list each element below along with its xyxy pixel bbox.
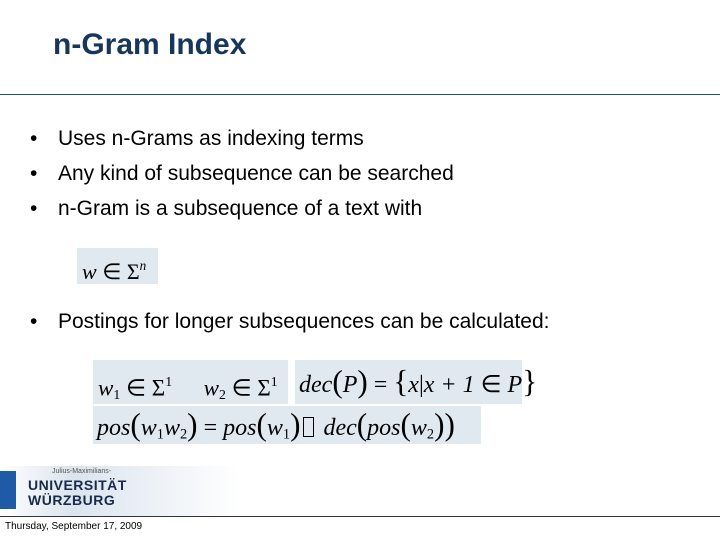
formula-exponent: n	[139, 258, 147, 273]
formula-function: dec	[323, 415, 357, 441]
bullet-text: n-Gram is a subsequence of a text with	[58, 197, 423, 220]
bullet-text: Uses n-Grams as indexing terms	[58, 127, 364, 150]
formula-subscript: 1	[282, 426, 291, 443]
formula-var: w	[266, 415, 283, 441]
logo-blue-bar	[0, 471, 16, 509]
bullet-glyph: •	[30, 127, 38, 150]
formula-subscript: 1	[113, 387, 121, 403]
element-of-symbol: ∈	[231, 375, 252, 401]
bullet-item-1	[30, 126, 364, 152]
formula-var: P	[342, 372, 358, 398]
footer-date: Thursday, September 17, 2009	[5, 521, 143, 532]
such-that-bar: |	[418, 372, 424, 398]
formula-subscript: 1	[156, 426, 164, 443]
element-of-symbol: ∈	[126, 375, 147, 401]
formula-var: w	[203, 375, 219, 401]
bullet-item-3	[30, 196, 422, 222]
formula-dec: dec(P) = {x|x + 1 ∈ P}	[295, 360, 522, 404]
formula-condition: x + 1	[423, 372, 475, 398]
formula-exponent: 1	[270, 374, 278, 389]
bullet-glyph: •	[30, 162, 38, 185]
bullet-item-2	[30, 161, 454, 187]
missing-glyph-icon	[303, 417, 314, 437]
formula-function: pos	[223, 415, 257, 441]
bullet-glyph: •	[30, 310, 38, 333]
element-of-symbol: ∈	[102, 259, 122, 285]
formula-var: w	[98, 375, 114, 401]
title-divider	[0, 94, 720, 95]
bullet-text: Any kind of subsequence can be searched	[58, 162, 454, 185]
logo-line-2: WÜRZBURG	[28, 492, 116, 508]
element-of-symbol: ∈	[480, 372, 502, 398]
university-logo	[0, 466, 240, 516]
formula-exponent: 1	[165, 374, 173, 389]
formula-var: P	[507, 372, 523, 398]
formula-var: w	[82, 259, 97, 285]
formula-var: w	[163, 415, 180, 441]
equals-symbol: =	[203, 415, 218, 441]
formula-subscript: 2	[179, 426, 188, 443]
sigma-symbol: Σ	[126, 259, 140, 285]
formula-function: dec	[299, 372, 333, 398]
formula-subscript: 2	[218, 387, 226, 403]
bullet-item-4	[30, 309, 549, 335]
sigma-symbol: Σ	[257, 375, 271, 401]
bullet-glyph: •	[30, 197, 38, 220]
formula-var: w	[410, 415, 427, 441]
formula-var: w	[140, 415, 157, 441]
footer-divider	[0, 516, 720, 517]
formula-pos: $pos(w_1w_2) = pos(w_1)$ $dec(pos(w_2))$	[93, 406, 481, 444]
equals-symbol: =	[373, 372, 388, 398]
formula-function: pos	[97, 415, 131, 441]
bullet-text: Postings for longer subsequences can be calculated:	[58, 310, 550, 333]
logo-subtitle: Julius-Maximilians-	[52, 468, 112, 475]
slide-title: n-Gram Index	[53, 28, 247, 61]
logo-line-1: UNIVERSITÄT	[28, 477, 127, 493]
formula-subscript: 2	[426, 426, 435, 443]
sigma-symbol: Σ	[151, 375, 166, 401]
formula-w1-w2	[93, 360, 288, 404]
formula-var: x	[408, 372, 419, 398]
formula-function: pos	[367, 415, 401, 441]
formula-w-in-sigma-n	[77, 248, 158, 284]
